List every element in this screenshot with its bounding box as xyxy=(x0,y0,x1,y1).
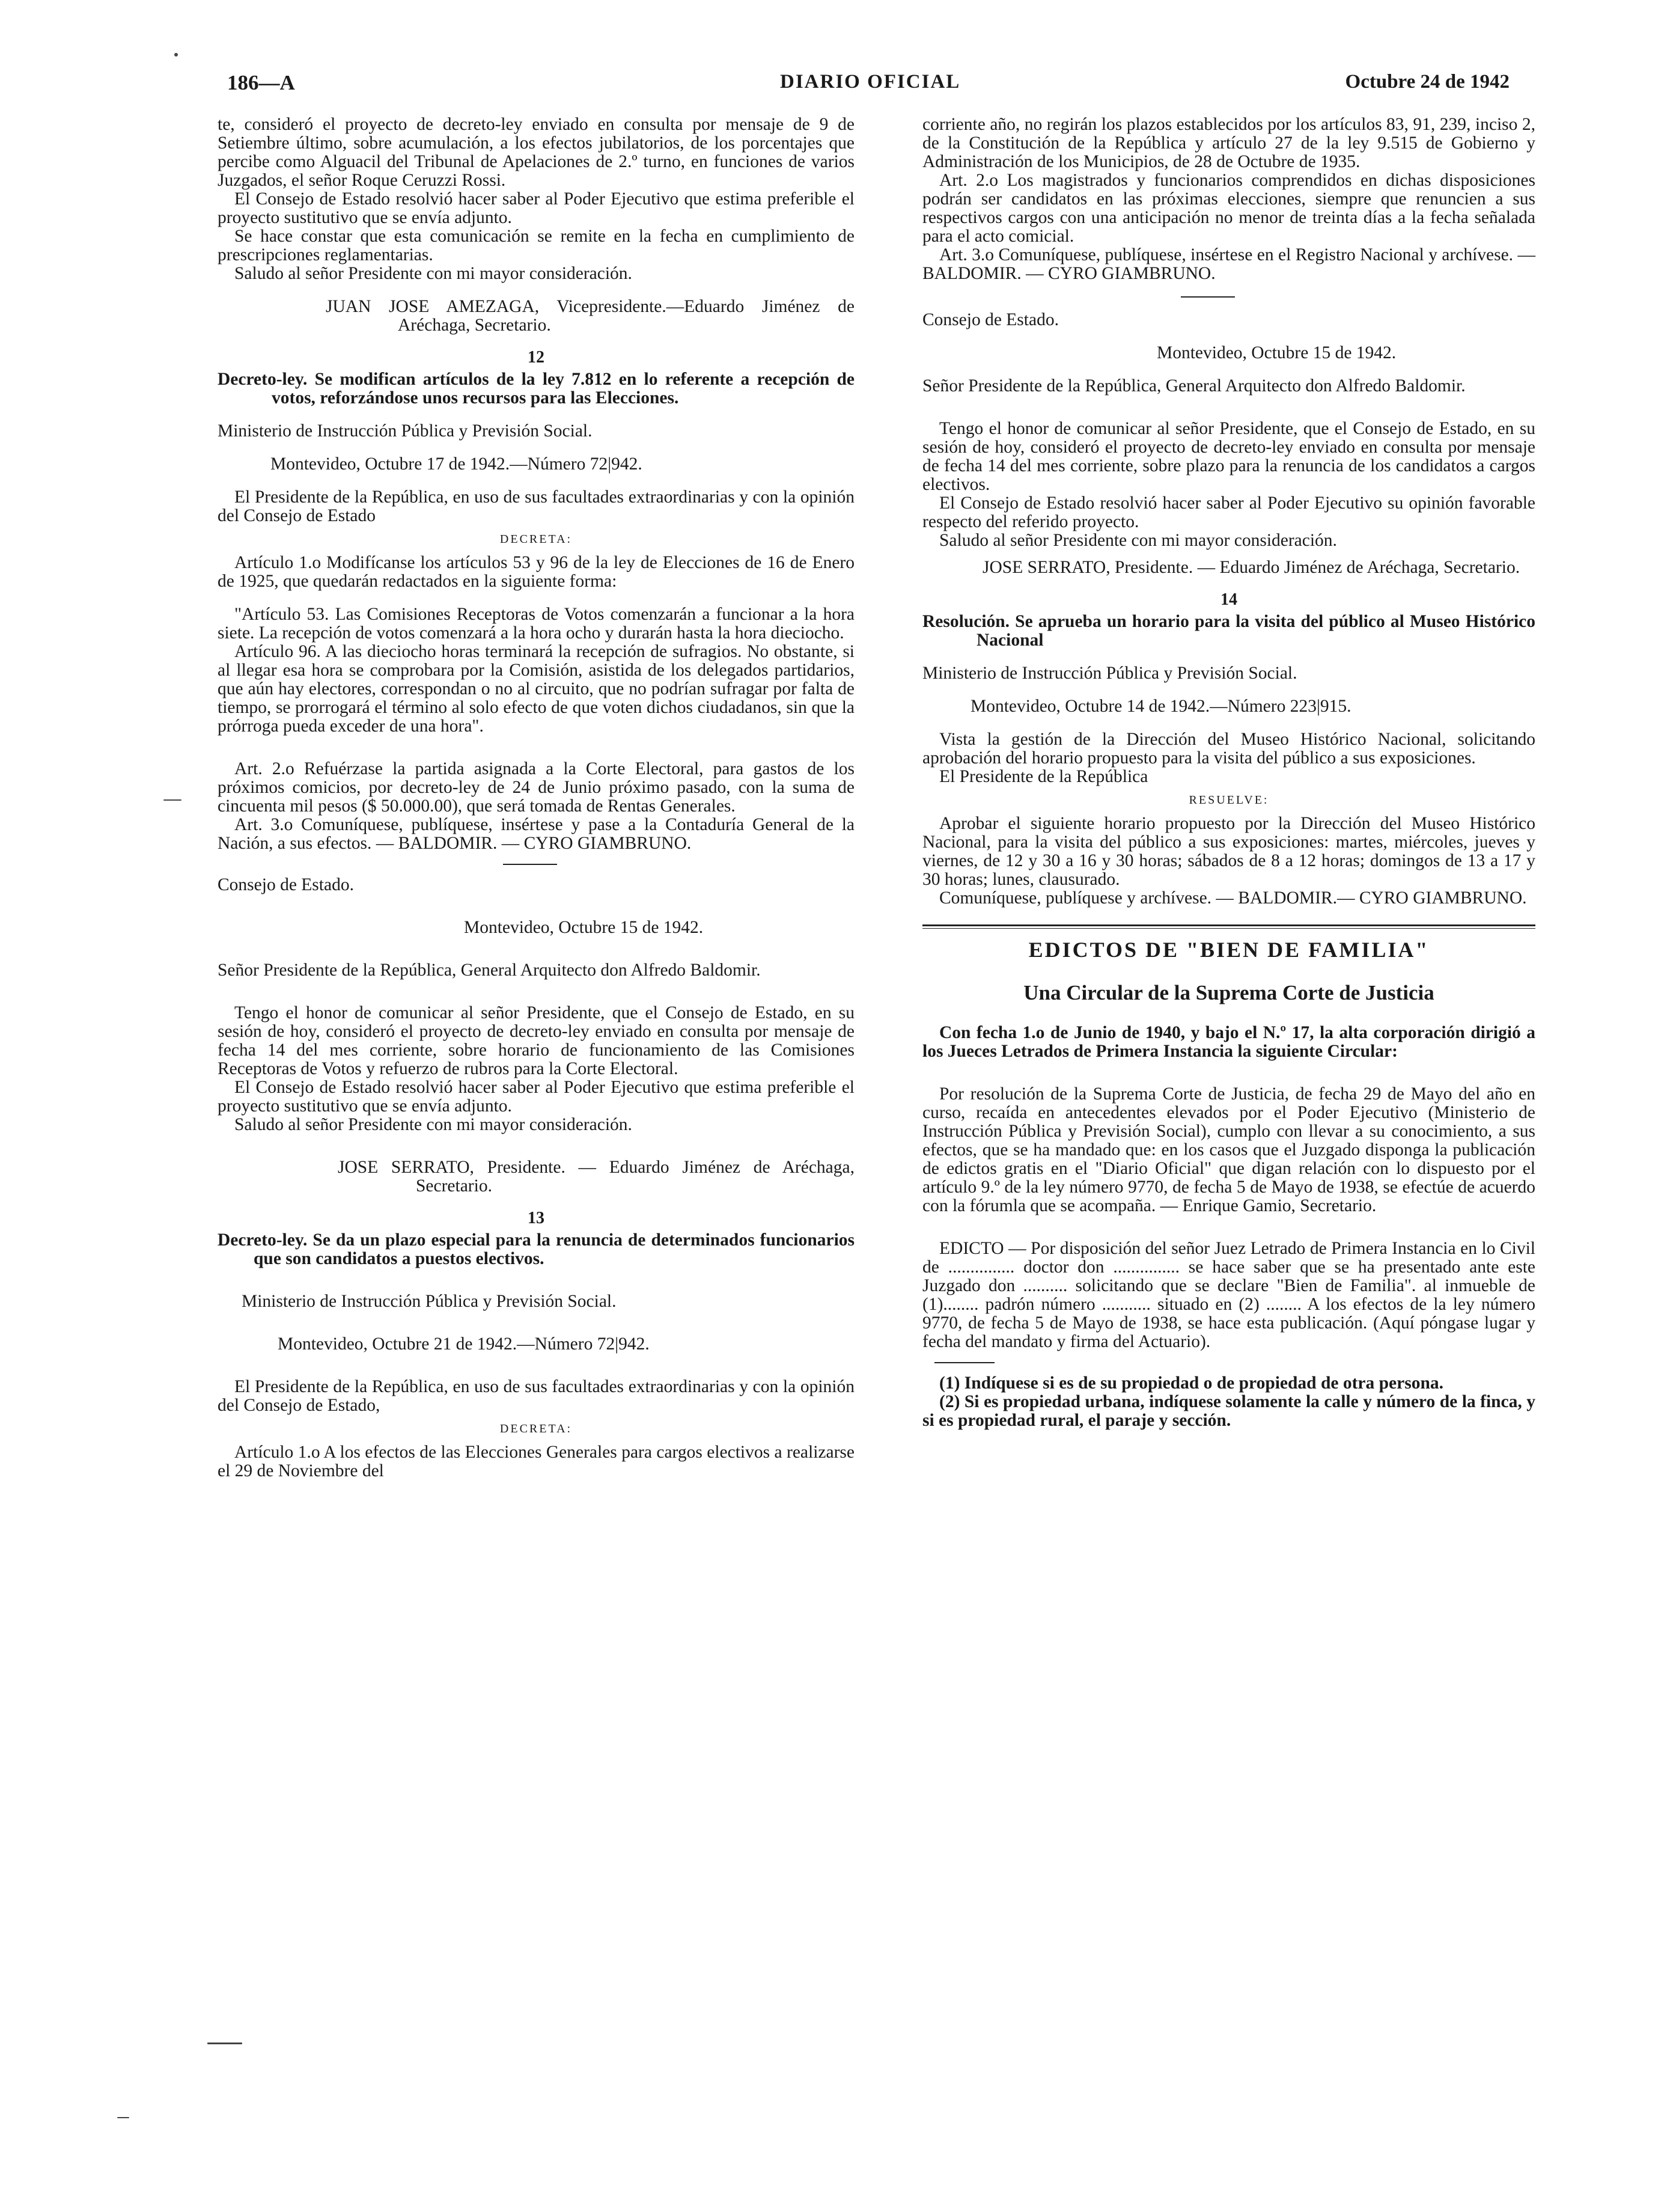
resuelve-label: RESUELVE: xyxy=(1189,793,1269,807)
paragraph: corriente año, no regirán los plazos establecidos por los artículos 83, 91, 239, inciso 2, de la Constitución de la República y artículo 27 de la ley 9.515 de Gobierno y Administración de los Municipios, de 28 de Octubre de 1935. xyxy=(922,115,1535,171)
signature: JUAN JOSE AMEZAGA, Vicepresidente.—Eduardo Jiménez de Aréchaga, Secretario. xyxy=(326,297,855,335)
addressee: Señor Presidente de la República, General Arquitecto don Alfredo Baldomir. xyxy=(218,961,761,980)
section-title: EDICTOS DE "BIEN DE FAMILIA" xyxy=(1028,938,1430,962)
article: Artículo 1.o Modifícanse los artículos 53 y 96 de la ley de Elecciones de 16 de Enero de 1925, que quedarán redactados en la siguiente forma: xyxy=(218,553,855,591)
signature: JOSE SERRATO, Presidente. — Eduardo Jiménez de Aréchaga, Secretario. xyxy=(338,1158,855,1196)
divider xyxy=(1181,296,1235,298)
ink-speck xyxy=(207,2042,242,2044)
consejo-label: Consejo de Estado. xyxy=(922,310,1059,329)
page-header xyxy=(227,71,1510,113)
paragraph: Tengo el honor de comunicar al señor Presidente, que el Consejo de Estado, en su sesión de hoy, consideró el proyecto de decreto-ley enviado en consulta por mensaje de fecha 14 del mes corriente, sobre horario de funcionamiento de las Comisiones Receptoras de Votos y refuerzo de rubros para la Corte Electoral. xyxy=(218,1003,855,1078)
divider xyxy=(503,864,557,865)
decreta-label: DECRETA: xyxy=(499,533,573,546)
issue-date: Octubre 24 de 1942 xyxy=(1345,71,1510,93)
article: Art. 3.o Comuníquese, publíquese, insértese en el Registro Nacional y archívese. — BALDOMIR. — CYRO GIAMBRUNO. xyxy=(922,245,1535,283)
quoted-article: "Artículo 53. Las Comisiones Receptoras de Votos comenzarán a funcionar a la hora siete. La recepción de votos comenzará a la hora ocho y durarán hasta la hora dieciocho. xyxy=(218,605,855,643)
item-number: 12 xyxy=(528,348,544,367)
decree-date: Montevideo, Octubre 21 de 1942.—Número 72|942. xyxy=(278,1334,650,1354)
paragraph: El Consejo de Estado resolvió hacer saber al Poder Ejecutivo su opinión favorable respecto del referido proyecto. xyxy=(922,493,1535,531)
decree-date: Montevideo, Octubre 17 de 1942.—Número 72|942. xyxy=(270,454,642,474)
article: Artículo 1.o A los efectos de las Elecciones Generales para cargos electivos a realizarse el 29 de Noviembre del xyxy=(218,1443,855,1480)
quoted-article: Artículo 96. A las dieciocho horas terminará la recepción de sufragios. No obstante, si al llegar esa hora se comprobara por la Comisión, asistida de los delegados partidarios, que aún hay electores, correspondan o no al circuito, que no podrían sufragar por falta de tiempo, se prorrogará el término al solo efecto de que voten dichos ciudadanos, sin que la prórroga pueda exceder de una hora". xyxy=(218,642,855,736)
item-number: 14 xyxy=(1220,590,1237,609)
paragraph: Saludo al señor Presidente con mi mayor consideración. xyxy=(234,1115,632,1134)
ministry-line: Ministerio de Instrucción Pública y Previsión Social. xyxy=(218,421,593,441)
page-number: 186—A xyxy=(227,71,295,94)
preamble: El Presidente de la República, en uso de sus facultades extraordinarias y con la opinión del Consejo de Estado xyxy=(218,487,855,525)
signature: JOSE SERRATO, Presidente. — Eduardo Jiménez de Aréchaga, Secretario. xyxy=(983,558,1520,577)
paragraph: Saludo al señor Presidente con mi mayor consideración. xyxy=(939,531,1337,550)
section-divider xyxy=(922,924,1535,929)
ink-speck xyxy=(117,2117,129,2118)
ink-speck xyxy=(163,799,181,801)
paragraph: Aprobar el siguiente horario propuesto por la Dirección del Museo Histórico Nacional, para la visita del público a sus exposiciones: martes, miércoles, jueves y viernes, de 12 y 30 a 16 y 30 horas; sábados de 8 a 12 horas; domingos de 13 a 17 y 30 horas; lunes, clausurado. xyxy=(922,814,1535,889)
paragraph: Por resolución de la Suprema Corte de Justicia, de fecha 29 de Mayo del año en curso, recaída en antecedentes elevados por el Poder Ejecutivo (Ministerio de Instrucción Pública y Previsión Social), cumplo con llevar a su conocimiento, a sus efectos, que se ha mandado que: en los casos que el Juzgado disponga la publicación de edictos gratis en el "Diario Oficial" que digan relación con lo dispuesto por el artículo 9.º de la ley número 9770, de fecha 5 de Mayo de 1938, se efectúe de acuerdo con la fórumla que se acompaña. — Enrique Gamio, Secretario. xyxy=(922,1084,1535,1215)
ministry-line: Ministerio de Instrucción Pública y Previsión Social. xyxy=(922,664,1297,683)
decree-title: Decreto-ley. Se modifican artículos de la ley 7.812 en lo referente a recepción de votos, reforzándose unos recursos para las Elecciones. xyxy=(218,370,855,408)
paragraph: El Presidente de la República xyxy=(939,767,1148,786)
article: Art. 3.o Comuníquese, publíquese, insértese y pase a la Contaduría General de la Nación, a sus efectos. — BALDOMIR. — CYRO GIAMBRUNO. xyxy=(218,815,855,853)
paragraph: Saludo al señor Presidente con mi mayor consideración. xyxy=(234,264,632,283)
consejo-label: Consejo de Estado. xyxy=(218,875,354,894)
subsection-title: Una Circular de la Suprema Corte de Justicia xyxy=(1023,981,1434,1004)
journal-title: DIARIO OFICIAL xyxy=(780,71,961,93)
paragraph: Tengo el honor de comunicar al señor Presidente, que el Consejo de Estado, en su sesión de hoy, consideró el proyecto de decreto-ley enviado en consulta por mensaje de fecha 14 del mes corriente, sobre plazo para la renuncia de los candidatos a cargos electivos. xyxy=(922,419,1535,494)
paragraph: Comuníquese, publíquese y archívese. — BALDOMIR.— CYRO GIAMBRUNO. xyxy=(939,888,1527,908)
paragraph: El Consejo de Estado resolvió hacer saber al Poder Ejecutivo que estima preferible el proyecto sustitutivo que se envía adjunto. xyxy=(218,1078,855,1116)
decreta-label: DECRETA: xyxy=(499,1422,573,1435)
edict-template: EDICTO — Por disposición del señor Juez Letrado de Primera Instancia en lo Civil de ............... doctor don ............... se hace saber que se ha presentado ante este Juzgado don .......... solicitando que se declare "Bien de Familia". al inmueble de (1)........ padrón número ........... situado en (2) ........ A los efectos de la ley número 9770, de fecha 5 de Mayo de 1938, se hace esta publicación. (Aquí póngase lugar y fecha del mandato y firma del Actuario). xyxy=(922,1239,1535,1351)
paragraph: Vista la gestión de la Dirección del Museo Histórico Nacional, solicitando aprobación del horario propuesto para la visita del público a sus exposiciones. xyxy=(922,730,1535,768)
footnote: (1) Indíquese si es de su propiedad o de propiedad de otra persona. xyxy=(939,1373,1443,1393)
ministry-line: Ministerio de Instrucción Pública y Previsión Social. xyxy=(242,1292,617,1311)
item-number: 13 xyxy=(528,1209,544,1227)
left-column xyxy=(218,115,855,1480)
article: Art. 2.o Los magistrados y funcionarios comprendidos en dichas disposiciones podrán ser candidatos en las próximas elecciones, siempre que renuncien a sus respectivos cargos con una anticipación no menor de treinta días a la fecha señalada para el acto comicial. xyxy=(922,171,1535,246)
consejo-date: Montevideo, Octubre 15 de 1942. xyxy=(1157,343,1397,362)
ink-speck xyxy=(174,53,178,57)
paragraph: Se hace constar que esta comunicación se remite en la fecha en cumplimiento de prescripciones reglamentarias. xyxy=(218,227,855,264)
resolution-date: Montevideo, Octubre 14 de 1942.—Número 223|915. xyxy=(971,697,1352,716)
preamble: El Presidente de la República, en uso de sus facultades extraordinarias y con la opinión del Consejo de Estado, xyxy=(218,1377,855,1415)
decree-title: Decreto-ley. Se da un plazo especial para la renuncia de determinados funcionarios que son candidatos a puestos electivos. xyxy=(218,1230,855,1268)
article: Art. 2.o Refuérzase la partida asignada a la Corte Electoral, para gastos de los próximos comicios, por decreto-ley de 24 de Junio próximo pasado, con la suma de cincuenta mil pesos ($ 50.000.00), que será tomada de Rentas Generales. xyxy=(218,759,855,816)
divider xyxy=(934,1362,995,1363)
paragraph: Con fecha 1.o de Junio de 1940, y bajo el N.º 17, la alta corporación dirigió a los Jueces Letrados de Primera Instancia la siguiente Circular: xyxy=(922,1023,1535,1061)
paragraph: te, consideró el proyecto de decreto-ley enviado en consulta por mensaje de 9 de Setiembre último, sobre acumulación, a los efectos jubilatorios, de los porcentajes que percibe como Alguacil del Tribunal de Apelaciones de 2.º turno, en funciones de varios Juzgados, el señor Roque Ceruzzi Rossi. xyxy=(218,115,855,190)
right-column xyxy=(922,115,1535,1430)
paragraph: El Consejo de Estado resolvió hacer saber al Poder Ejecutivo que estima preferible el proyecto sustitutivo que se envía adjunto. xyxy=(218,189,855,227)
footnote: (2) Si es propiedad urbana, indíquese solamente la calle y número de la finca, y si es propiedad rural, el paraje y sección. xyxy=(922,1392,1535,1430)
resolution-title: Resolución. Se aprueba un horario para la visita del público al Museo Histórico Nacional xyxy=(922,612,1535,650)
addressee: Señor Presidente de la República, General Arquitecto don Alfredo Baldomir. xyxy=(922,376,1466,396)
consejo-date: Montevideo, Octubre 15 de 1942. xyxy=(464,918,704,937)
